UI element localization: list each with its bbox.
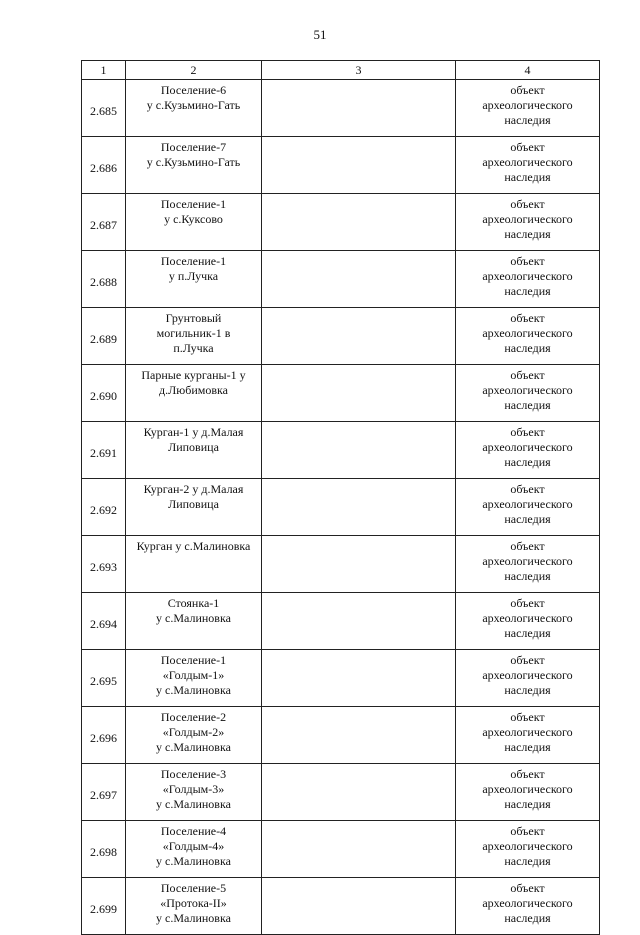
row-number: 2.695 <box>82 650 126 707</box>
site-name: Поселение-1 у п.Лучка <box>126 251 262 308</box>
site-name: Парные курганы-1 у д.Любимовка <box>126 365 262 422</box>
table-header <box>82 61 600 80</box>
header-col-2: 2 <box>126 61 262 80</box>
row-number: 2.688 <box>82 251 126 308</box>
heritage-status: объект археологического наследия <box>456 764 600 821</box>
row-number: 2.690 <box>82 365 126 422</box>
site-name: Поселение-1 «Голдым-1» у с.Малиновка <box>126 650 262 707</box>
row-number: 2.692 <box>82 479 126 536</box>
column-3-cell <box>262 422 456 479</box>
column-3-cell <box>262 821 456 878</box>
row-number: 2.685 <box>82 80 126 137</box>
heritage-status: объект археологического наследия <box>456 251 600 308</box>
table-row <box>82 194 600 251</box>
row-number: 2.698 <box>82 821 126 878</box>
row-number: 2.697 <box>82 764 126 821</box>
header-col-4: 4 <box>456 61 600 80</box>
site-name: Курган-2 у д.Малая Липовица <box>126 479 262 536</box>
row-number: 2.687 <box>82 194 126 251</box>
site-name: Поселение-7 у с.Кузьмино-Гать <box>126 137 262 194</box>
registry-table <box>81 60 600 935</box>
heritage-status: объект археологического наследия <box>456 821 600 878</box>
heritage-status: объект археологического наследия <box>456 308 600 365</box>
table-row <box>82 308 600 365</box>
heritage-status: объект археологического наследия <box>456 137 600 194</box>
table-row <box>82 365 600 422</box>
column-3-cell <box>262 479 456 536</box>
table-row <box>82 137 600 194</box>
row-number: 2.696 <box>82 707 126 764</box>
table-row <box>82 479 600 536</box>
heritage-status: объект археологического наследия <box>456 536 600 593</box>
site-name: Поселение-1 у с.Куксово <box>126 194 262 251</box>
row-number: 2.691 <box>82 422 126 479</box>
site-name: Поселение-6 у с.Кузьмино-Гать <box>126 80 262 137</box>
table-row <box>82 707 600 764</box>
site-name: Курган у с.Малиновка <box>126 536 262 593</box>
table-row <box>82 536 600 593</box>
heritage-status: объект археологического наследия <box>456 80 600 137</box>
header-row <box>82 61 600 80</box>
row-number: 2.686 <box>82 137 126 194</box>
site-name: Поселение-4 «Голдым-4» у с.Малиновка <box>126 821 262 878</box>
site-name: Грунтовый могильник-1 в п.Лучка <box>126 308 262 365</box>
column-3-cell <box>262 593 456 650</box>
heritage-status: объект археологического наследия <box>456 707 600 764</box>
site-name: Поселение-3 «Голдым-3» у с.Малиновка <box>126 764 262 821</box>
table-row <box>82 650 600 707</box>
table-row <box>82 821 600 878</box>
row-number: 2.689 <box>82 308 126 365</box>
site-name: Поселение-2 «Голдым-2» у с.Малиновка <box>126 707 262 764</box>
row-number: 2.699 <box>82 878 126 935</box>
column-3-cell <box>262 365 456 422</box>
column-3-cell <box>262 707 456 764</box>
heritage-status: объект археологического наследия <box>456 650 600 707</box>
table-row <box>82 593 600 650</box>
column-3-cell <box>262 308 456 365</box>
heritage-status: объект археологического наследия <box>456 593 600 650</box>
column-3-cell <box>262 80 456 137</box>
heritage-status: объект археологического наследия <box>456 365 600 422</box>
column-3-cell <box>262 194 456 251</box>
column-3-cell <box>262 536 456 593</box>
column-3-cell <box>262 878 456 935</box>
heritage-status: объект археологического наследия <box>456 422 600 479</box>
table-row <box>82 422 600 479</box>
column-3-cell <box>262 764 456 821</box>
heritage-status: объект археологического наследия <box>456 878 600 935</box>
header-col-1: 1 <box>82 61 126 80</box>
site-name: Стоянка-1 у с.Малиновка <box>126 593 262 650</box>
column-3-cell <box>262 137 456 194</box>
row-number: 2.693 <box>82 536 126 593</box>
table-row <box>82 764 600 821</box>
heritage-status: объект археологического наследия <box>456 194 600 251</box>
page-number: 51 <box>313 27 327 42</box>
table-body <box>82 80 600 935</box>
column-3-cell <box>262 251 456 308</box>
header-col-3: 3 <box>262 61 456 80</box>
table-row <box>82 878 600 935</box>
site-name: Поселение-5 «Протока-II» у с.Малиновка <box>126 878 262 935</box>
column-3-cell <box>262 650 456 707</box>
site-name: Курган-1 у д.Малая Липовица <box>126 422 262 479</box>
heritage-status: объект археологического наследия <box>456 479 600 536</box>
table-row <box>82 80 600 137</box>
table-row <box>82 251 600 308</box>
row-number: 2.694 <box>82 593 126 650</box>
